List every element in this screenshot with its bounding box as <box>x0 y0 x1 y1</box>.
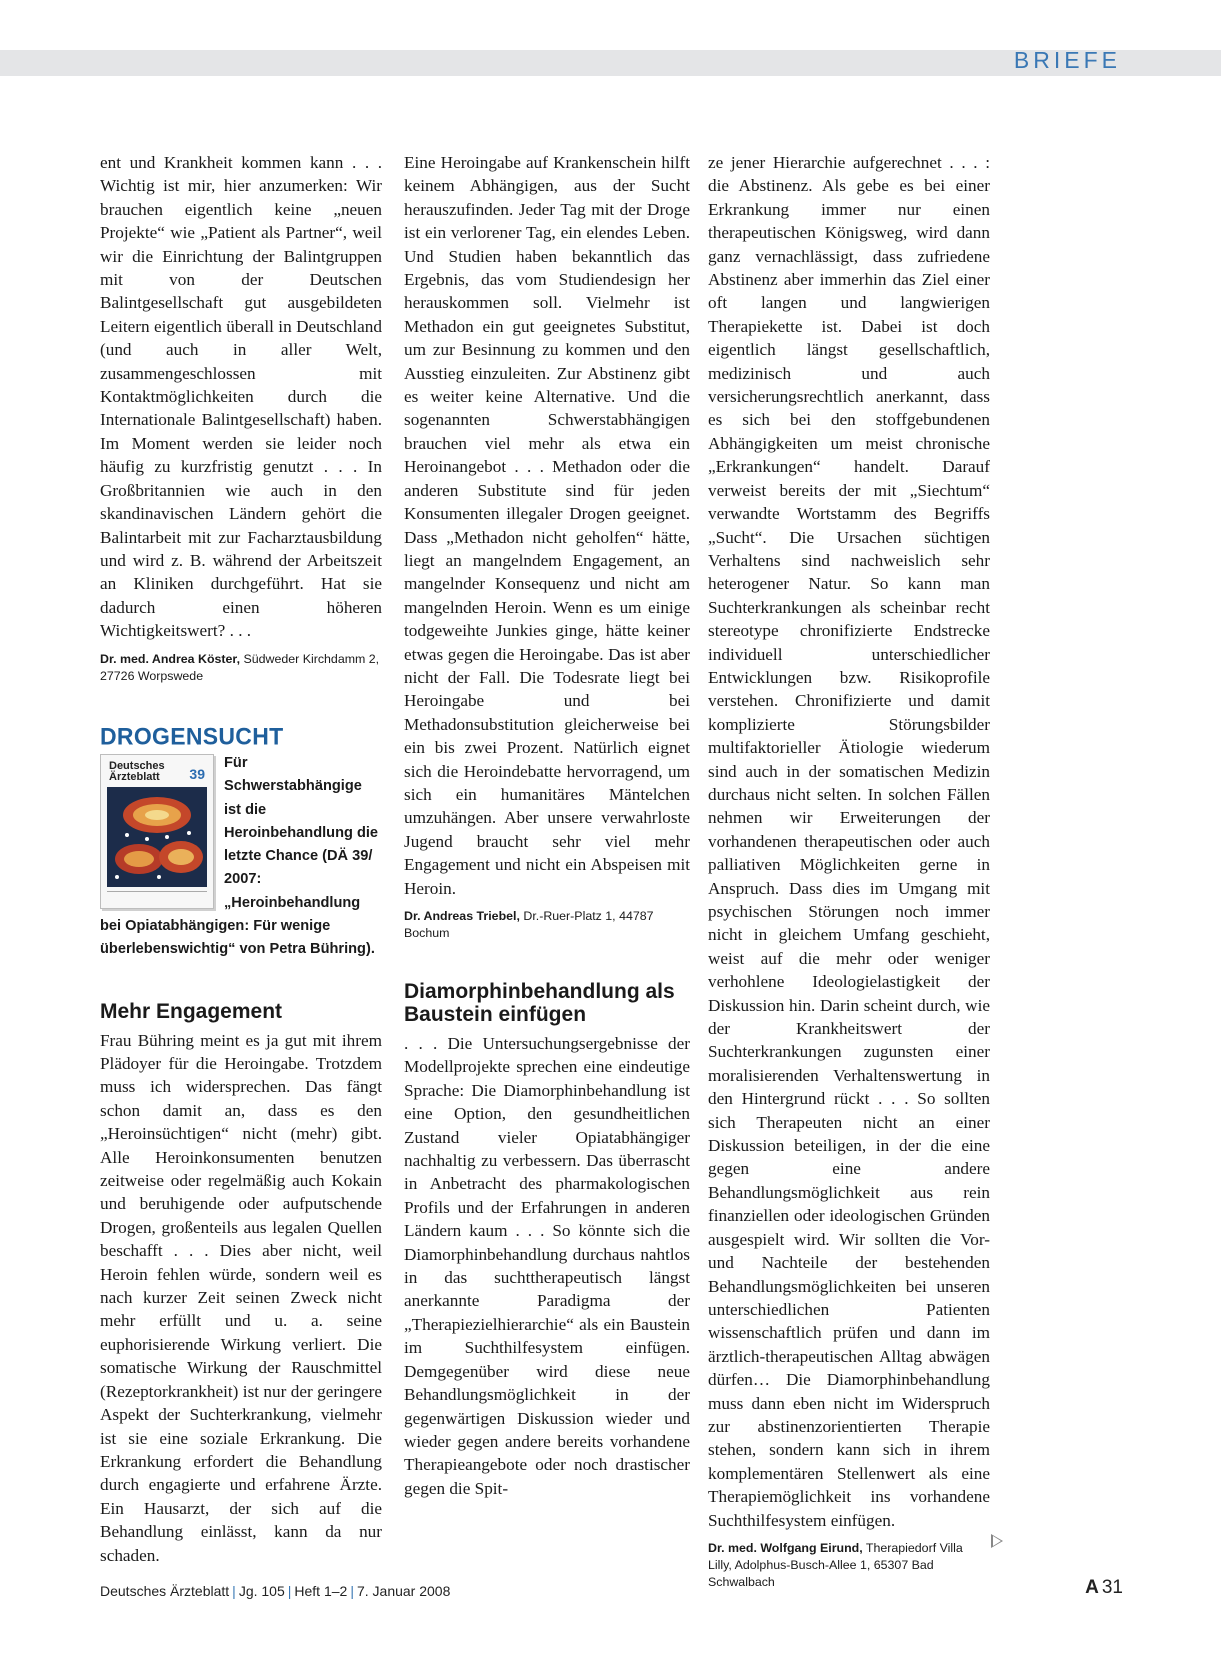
page-footer <box>100 1583 450 1599</box>
teaser-text: Für Schwerstabhängige ist die Heroinbehandlung die letzte Chance (DÄ 39/ 2007: „Heroinbehandlung bei Opiatabhängigen: Für wenige überlebenswichtig“ von Petra Bühring). <box>100 754 379 958</box>
letter-2-author: Dr. Andreas Triebel, <box>404 909 520 923</box>
page-number <box>1085 1577 1123 1599</box>
letter-1-address: Südweder Kirchdamm 2, 27726 Worpswede <box>100 651 380 683</box>
page-number-value: 31 <box>1101 1577 1123 1598</box>
letter-3-author: Dr. med. Wolfgang Eirund, <box>708 1540 863 1555</box>
letter-3-signature <box>708 1540 990 1591</box>
letter-1-text: ent und Krankheit kommen kann . . . Wichtig ist mir, hier anzumerken: Wir brauchen eigentlich keine „neuen Projekte“ wie „Patient als Partner“, weil wir die Einrichtung der Balintgruppen mit von der Deutschen Balintgesellschaft gut ausgebildeten Leitern eigentlich überall in Deutschland (und auch in aller Welt, zusammengeschlossen mit Kontaktmöglichkeiten durch die Internationale Balintgesellschaft) haben. Im Moment werden sie leider noch häufig zu kurzfristig genutzt . . . In Großbritannien wie auch in den skandinavischen Ländern gehört die Balintarbeit mit zur Facharztausbildung und wird z. B. während der Arbeitszeit an Kliniken durchgeführt. Hat sie dadurch einen höheren Wichtigkeitswert? . . . <box>100 153 382 641</box>
footer-separator: | <box>232 1583 236 1599</box>
section-label: BRIEFE <box>1013 47 1121 73</box>
letter-3-continued: ze jener Hierarchie aufgerechnet . . . : die Abstinenz. Als gebe es bei einer Erkrankung immer nur einen therapeutischen Königsweg, wird dann ganz vernachlässigt, dass zufriedene Abstinenz aber immerhin das Ziel einer oft langen und langwierigen Therapiekette ist. Dabei ist doch eigentlich längst gesellschaftlich, medizinisch und auch versicherungsrechtlich anerkannt, dass es sich bei den stoffgebundenen Abhängigkeiten um meist chronische „Erkrankungen“ handelt. Darauf verweist bereits der mit „Siechtum“ verwandte Wortstamm des Begriffs „Sucht“. Die Ursachen süchtigen Verhaltens sind nachweislich sehr heterogener Natur. So kann man Suchterkrankungen als scheinbar recht stereotype chronifizierte Endstrecke individuell unterschiedlicher Entwicklungen bzw. Risikoprofile verstehen. Chronifizierte und damit komplizierte Störungsbilder multifaktorieller Ätiologie wiederum sind auch in der somatischen Medizin durchaus nicht selten. In solchen Fällen nehmen wir Erweiterungen der vorhandenen therapeutischen oder auch palliativen Möglichkeiten gerne in Anspruch. Dass dies im Umgang mit psychischen Störungen noch immer nicht in gleichem Umfang geschieht, weist auf die mehr oder weniger verhohlene Ideologielastigkeit der Diskussion hin. Darin scheint durch, wie der Krankheitswert der Suchterkrankungen zugunsten einer moralisierenden Verhaltenswertung in den Hintergrund rückt . . . So sollten sich Therapeuten nicht an einer Diskussion beteiligen, in der die eine gegen eine andere Behandlungsmöglichkeit aus rein finanziellen oder ideologischen Gründen ausgespielt wird. Wir sollten die Vor- und Nachteile der bestehenden Behandlungsmöglichkeiten bei unseren unterschiedlichen Patienten wissenschaftlich prüfen und dann im ärztlich-therapeutischen Alltag abwägen dürfen… Die Diamorphinbehandlung muss dann eben nicht im Widerspruch zur abstinenzorientierten Therapie stehen, sondern kann sich in ihrem komplementären Stellenwert als eine Therapiemöglichkeit ins vorhandene Suchthilfesystem einfügen. <box>708 153 990 1530</box>
page-prefix: A <box>1085 1577 1099 1598</box>
cover-footer-line <box>107 891 207 902</box>
footer-journal: Deutsches Ärzteblatt <box>100 1583 230 1599</box>
footer-date: 7. Januar 2008 <box>356 1583 451 1599</box>
footer-issue: Heft 1–2 <box>294 1583 348 1599</box>
letter-1-signature <box>100 651 382 685</box>
letter-3-address: Therapiedorf Villa Lilly, Adolphus-Busch-Allee 1, 65307 Bad Schwalbach <box>708 1540 963 1589</box>
headline-mehr-engagement: Mehr Engagement <box>100 999 283 1023</box>
letter-2-signature <box>404 908 690 942</box>
letter-2-address: Dr.-Ruer-Platz 1, 44787 Bochum <box>404 909 654 940</box>
continue-arrow-icon <box>991 1534 1003 1548</box>
cover-title: Deutsches Ärzteblatt <box>109 759 165 783</box>
magazine-cover-image <box>100 754 214 909</box>
column-2 <box>404 151 690 1500</box>
cover-artwork <box>107 787 207 887</box>
column-1 <box>100 151 382 1567</box>
rubric-title: DROGENSUCHT <box>100 721 284 750</box>
letter-3-text: . . . Die Untersuchungsergebnisse der Modellprojekte sprechen eine eindeutige Sprache: Die Diamorphinbehandlung ist eine Option, den gesundheitlichen Zustand vieler Opiatabhängiger nachhaltig zu verbessern. Das überrascht in Anbetracht des pharmakologischen Profils und der Erfahrungen in anderen Ländern kaum . . . So könnte sich die Diamorphinbehandlung durchaus nahtlos in das suchttherapeutisch längst anerkannte Paradigma der „Therapiezielhierarchie“ als ein Baustein im Suchthilfesystem einfügen. Demgegenüber wird diese neue Behandlungsmöglichkeit in der gegenwärtigen Diskussion wieder und wieder gegen andere bereits vorhandene Therapieangebote oder noch drastischer gegen die Spit- <box>404 1034 690 1498</box>
teaser-block <box>100 752 382 962</box>
letter-2-text: Frau Bühring meint es ja gut mit ihrem Plädoyer für die Heroingabe. Trotzdem muss ich widersprechen. Das fängt schon damit an, dass es den „Heroinsüchtigen“ nicht (mehr) gibt. Alle Heroinkonsumenten benutzen zeitweise oder regelmäßig auch Kokain und beruhigende oder aufputschende Drogen, großenteils aus legalen Quellen beschafft . . . Dies aber nicht, weil Heroin fehlen würde, sondern weil es nach kurzer Zeit seinen Zweck nicht mehr erfüllt und u. a. seine euphorisierende Wirkung verliert. Die somatische Wirkung der Rauschmittel (Rezeptorkrankheit) ist nur der geringere Aspekt der Suchterkrankung, vielmehr ist sie eine soziale Erkrankung. Die Erkrankung erfordert die Behandlung durch engagierte und erfahrene Ärzte. Ein Hausarzt, der sich auf die Behandlung einlässt, kann da nur schaden. <box>100 1030 382 1565</box>
cover-issue-number: 39 <box>189 765 205 782</box>
letter-2-continued: Eine Heroingabe auf Krankenschein hilft keinem Abhängigen, aus der Sucht herauszufinden. Jeder Tag mit der Droge ist ein verlorener Tag, ein elendes Leben. Und Studien haben bekanntlich das Ergebnis, das vom Studiendesign her herauskommen soll. Vielmehr ist Methadon ein gut geeignetes Substitut, um zur Besinnung zu kommen und den Ausstieg einzuleiten. Zur Abstinenz gibt es weiter keine Alternative. Und die sogenannten Schwerstabhängigen brauchen viel mehr als etwa ein Heroinangebot . . . Methadon oder die anderen Substitute sind für jeden Konsumenten illegaler Drogen geeignet. Dass „Methadon nicht geholfen“ hätte, liegt an mangelndem Engagement, an mangelnder Konsequenz und nicht am mangelnden Heroin. Wenn es um einige todgeweihte Junkies ginge, hätte keiner etwas gegen die Heroingabe. Das ist aber nicht der Fall. Die Todesrate liegt bei Heroingabe und bei Methadonsubstitution gleicherweise bei ein bis zwei Prozent. Natürlich eignet sich die Heroindebatte hervorragend, um sich ein humanitäres Mäntelchen umzuhängen. Aber unsere verwahrloste Jugend braucht sehr viel mehr Engagement und nicht ein Abspeisen mit Heroin. <box>404 153 690 898</box>
footer-volume: Jg. 105 <box>238 1583 285 1599</box>
footer-separator: | <box>287 1583 292 1599</box>
headline-diamorphin: Diamorphinbehandlung als Baustein einfügen <box>404 980 675 1026</box>
letter-1-author: Dr. med. Andrea Köster, <box>100 651 241 666</box>
column-3 <box>708 151 990 1591</box>
footer-separator: | <box>350 1583 354 1599</box>
